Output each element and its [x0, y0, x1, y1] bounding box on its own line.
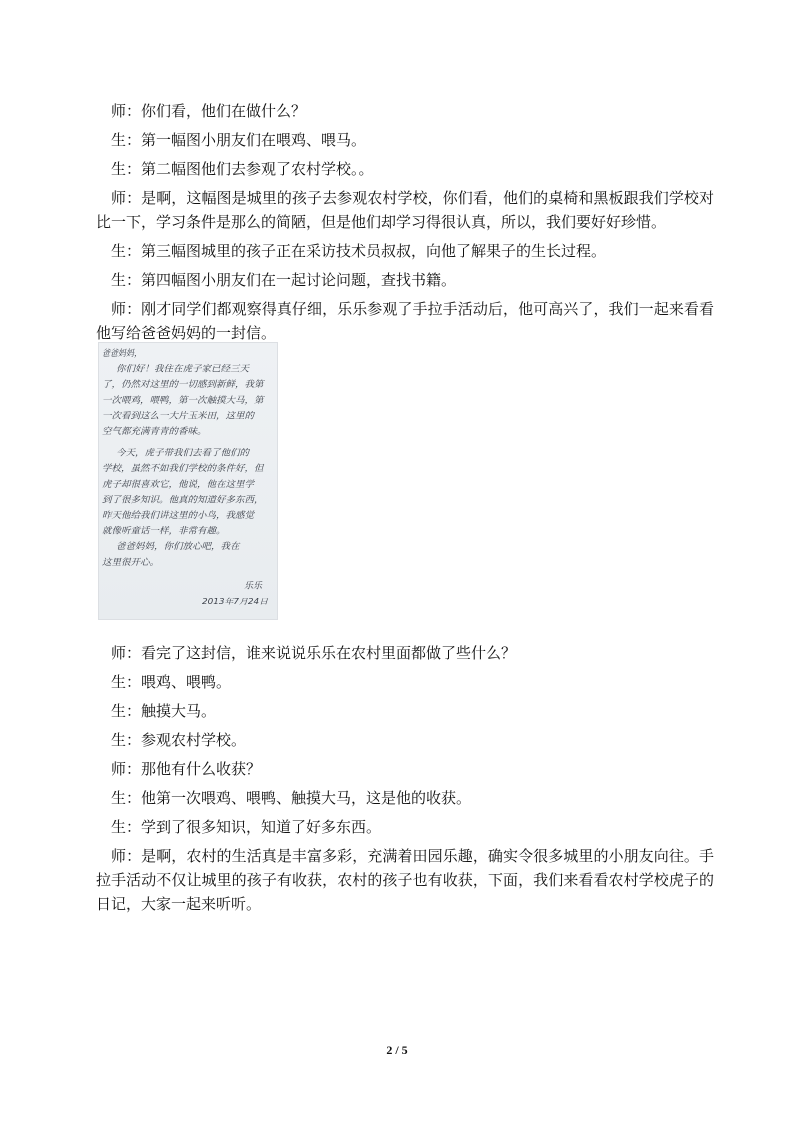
- letter-line: 到了很多知识。他真的知道好多东西，: [102, 495, 256, 506]
- letter-line: 虎子却很喜欢它，他说，他在这里学: [102, 479, 247, 490]
- letter-line: 学校，虽然不如我们学校的条件好，但: [102, 464, 256, 475]
- dialogue-line: 师：看完了这封信，谁来说说乐乐在农村里面都做了些什么？: [111, 644, 517, 662]
- letter-line: 爸爸妈妈，你们放心吧，我在: [116, 542, 234, 553]
- letter-line: 一次看到这么一大片玉米田，这里的: [102, 411, 247, 422]
- letter-handwriting: [98, 342, 278, 620]
- handwritten-letter-image: [98, 342, 278, 620]
- letter-line: 就像听童话一样，非常有趣。: [102, 526, 220, 537]
- dialogue-line: 生：学到了很多知识，知道了好多东西。: [111, 818, 382, 836]
- letter-line: 这里很开心。: [102, 557, 157, 568]
- dialogue-line: 生：喂鸡、喂鸭。: [111, 673, 232, 691]
- dialogue-line: 生：第四幅图小朋友们在一起讨论问题，查找书籍。: [111, 271, 457, 289]
- letter-line: 爸爸妈妈，: [102, 349, 148, 359]
- dialogue-line: 生：他第一次喂鸡、喂鸭、触摸大马，这是他的收获。: [111, 789, 472, 807]
- letter-line: 2013年7月24日: [202, 597, 269, 606]
- letter-line: 一次喂鸡，喂鸭，第一次触摸大马，第: [102, 395, 256, 406]
- letter-line: 了，仍然对这里的一切感到新鲜，我第: [102, 380, 256, 391]
- dialogue-line: 生：参观农村学校。: [111, 731, 247, 749]
- dialogue-line: 师：刚才同学们都观察得真仔细，乐乐参观了手拉手活动后，他可高兴了，我们一起来看看他写给爸爸妈妈的一封信。: [96, 300, 714, 342]
- dialogue-line: 师：是啊，这幅图是城里的孩子去参观农村学校，你们看，他们的桌椅和黑板跟我们学校对比一下，学习条件是那么的简陋，但是他们却学习得很认真，所以，我们要好好珍惜。: [96, 189, 714, 231]
- dialogue-line: 师：你们看，他们在做什么？: [111, 102, 307, 120]
- page-number: 2 / 5: [386, 1043, 408, 1057]
- letter-line: 空气都充满青青的香味。: [102, 427, 202, 437]
- dialogue-line: 师：是啊，农村的生活真是丰富多彩，充满着田园乐趣，确实令很多城里的小朋友向往。手拉手活动不仅让城里的孩子有收获，农村的孩子也有收获，下面，我们来看看农村学校虎子的日记，大家一起来听听。: [96, 847, 714, 913]
- dialogue-line: 生：第二幅图他们去参观了农村学校。。: [111, 160, 374, 178]
- letter-line: 昨天他给我们讲这里的小鸟，我感觉: [102, 511, 247, 521]
- letter-line: 你们好！我住在虎子家已经三天: [116, 364, 243, 375]
- dialogue-line: 生：第三幅图城里的孩子正在采访技术员叔叔，向他了解果子的生长过程。: [111, 242, 607, 260]
- letter-line: 今天，虎子带我们去看了他们的: [116, 448, 243, 459]
- dialogue-line: 生：触摸大马。: [111, 702, 217, 720]
- dialogue-top: [96, 99, 714, 350]
- letter-line: 乐乐: [244, 581, 263, 592]
- dialogue-line: 生：第一幅图小朋友们在喂鸡、喂马。: [111, 131, 367, 149]
- dialogue-bottom: [96, 641, 714, 921]
- dialogue-line: 师：那他有什么收获？: [111, 760, 262, 778]
